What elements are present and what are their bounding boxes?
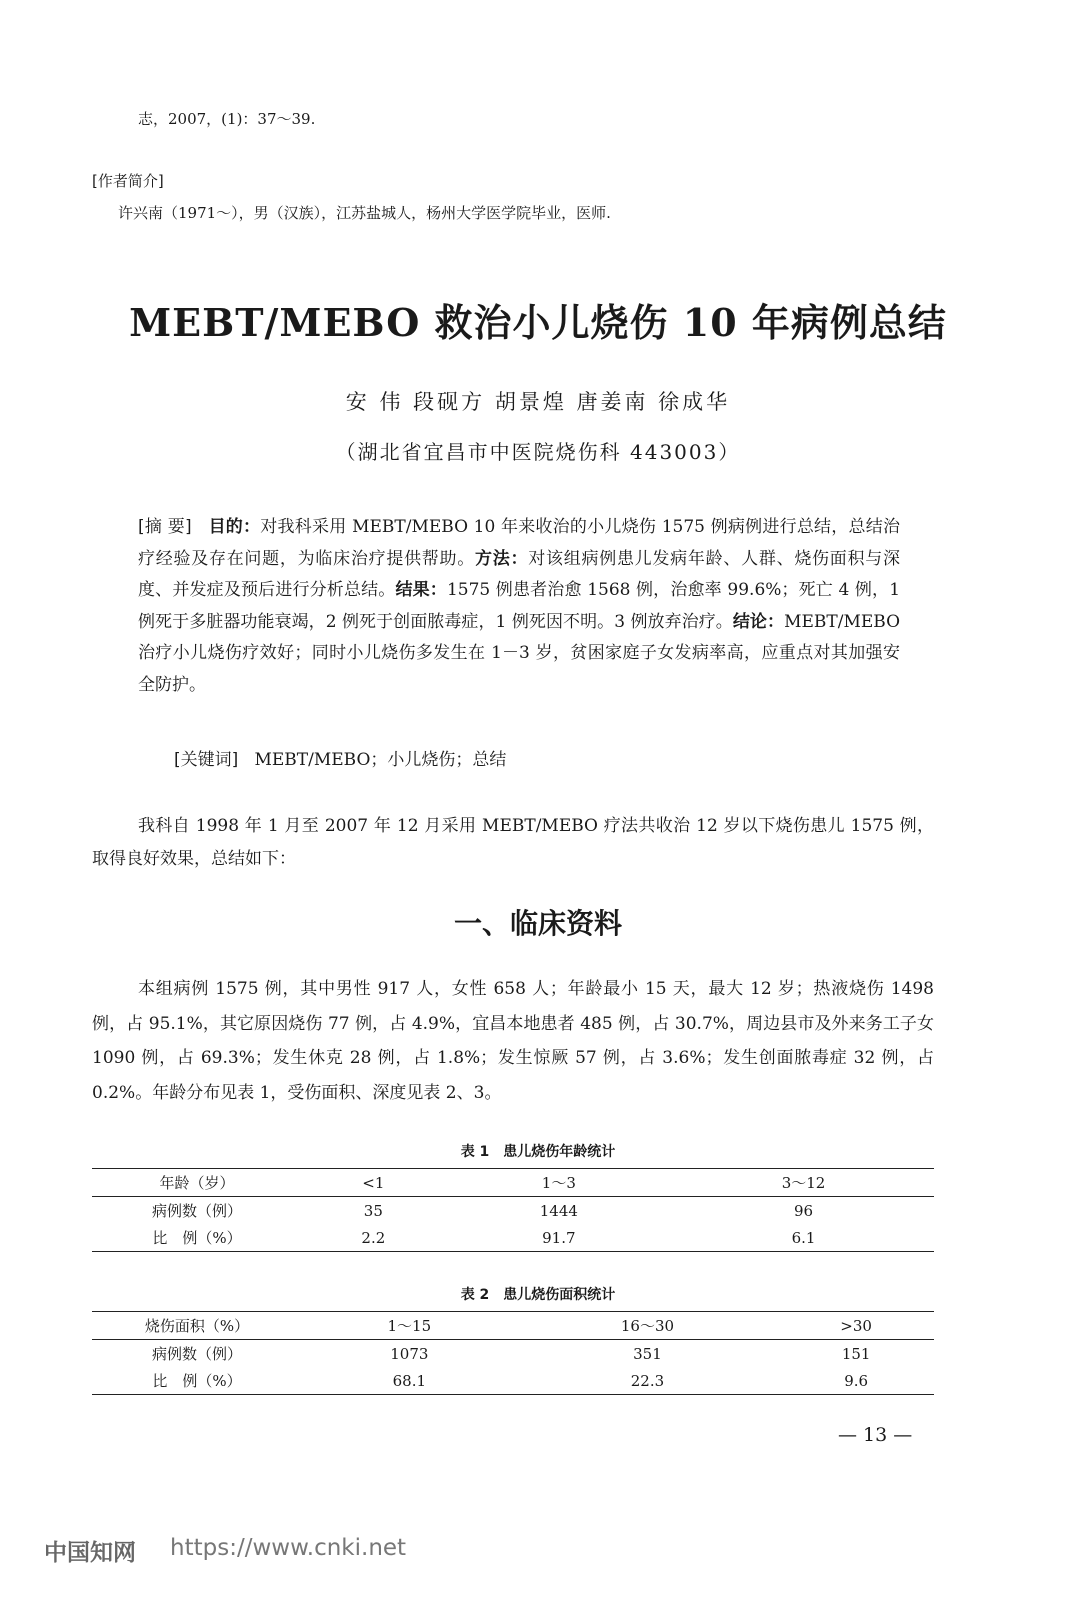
table2-caption: 表 2 患儿烧伤面积统计: [460, 1287, 616, 1303]
table-cell: 151: [841, 1344, 871, 1363]
table-header-cell: 1～15: [302, 1312, 517, 1340]
table-cell: 351: [633, 1344, 662, 1363]
table-header-cell: 3～12: [673, 1169, 934, 1197]
author-list: 安 伟 段砚方 胡景煌 唐姜南 徐成华: [345, 390, 731, 414]
clinical-data-paragraph: 本组病例 1575 例，其中男性 917 人，女性 658 人；年龄最小 15 天，最大 12 岁；热液烧伤 1498 例，占 95.1%，其它原因烧伤 77 例，占 4.9%，宜昌本地患者 485 例，占 30.7%，周边县市及外来务工子女 1090 例，占 69.3%；发生休克 28 例，占 1.8%；发生惊厥 57 例，占 3.6%；发生创面脓毒症 32 例，占 0.2%。年龄分布见表 1，受伤面积、深度见表 2、3。: [92, 979, 934, 1103]
table-header-row: [92, 1169, 934, 1197]
table-cell: 68.1: [302, 1367, 517, 1395]
table1-caption: 表 1 患儿烧伤年龄统计: [460, 1144, 616, 1160]
author-bio-text: 许兴南（1971～），男（汉族），江苏盐城人，杨州大学医学院毕业，医师.: [118, 204, 611, 222]
table-cell: 35: [363, 1201, 383, 1220]
keywords: [174, 745, 506, 770]
table-header-cell: 年龄（岁）: [92, 1169, 302, 1197]
table-cell: 91.7: [445, 1224, 673, 1252]
table-header-cell: 1～3: [445, 1169, 673, 1197]
section-heading: 一、临床资料: [453, 907, 622, 940]
table-cell: 病例数（例）: [151, 1202, 242, 1220]
table-row: [92, 1340, 934, 1368]
table-header-row: [92, 1312, 934, 1340]
table-header-cell: 烧伤面积（%）: [92, 1312, 302, 1340]
affiliation: （湖北省宜昌市中医院烧伤科 443003）: [335, 440, 741, 464]
keywords-tag: [关键词]: [174, 750, 239, 770]
table-header-cell: <1: [302, 1169, 445, 1197]
abstract-conclusion: MEBT/MEBO 治疗小儿烧伤疗效好；同时小儿烧伤多发生在 1－3 岁，贫困家庭子女发病率高，应重点对其加强安全防护。: [138, 611, 901, 695]
table-cell: 2.2: [302, 1224, 445, 1252]
table-cell: 1073: [390, 1344, 429, 1363]
article-title: MEBT/MEBO 救治小儿烧伤 10 年病例总结: [129, 300, 947, 345]
table-cell: 1444: [539, 1201, 578, 1220]
page-number: — 13 —: [838, 1424, 913, 1446]
author-bio-heading: [作者简介]: [92, 172, 164, 190]
abstract-result: 1575 例患者治愈 1568 例，治愈率 99.6%；死亡 4 例，1 例死于多脏器功能衰竭，2 例死于创面脓毒症，1 例死因不明。3 例放弃治疗。: [138, 580, 901, 632]
table2: [92, 1311, 934, 1395]
abstract-result-label: 结果：: [395, 580, 447, 600]
table-row: [92, 1197, 934, 1225]
table-cell: 9.6: [778, 1367, 934, 1395]
table-header-cell: >30: [778, 1312, 934, 1340]
table-cell: 比 例（%）: [92, 1224, 302, 1252]
reference-tail: 志，2007，(1)：37～39.: [138, 110, 316, 128]
table1: [92, 1168, 934, 1252]
abstract-purpose: 对我科采用 MEBT/MEBO 10 年来收治的小儿烧伤 1575 例病例进行总结，总结治疗经验及存在问题，为临床治疗提供帮助。: [138, 517, 901, 569]
table-cell: 比 例（%）: [92, 1367, 302, 1395]
table-row: [92, 1224, 934, 1252]
table-cell: 病例数（例）: [151, 1345, 242, 1363]
table-header-cell: 16～30: [517, 1312, 779, 1340]
abstract-method: 对该组病例患儿发病年龄、人群、烧伤面积与深度、并发症及预后进行分析总结。: [138, 548, 901, 600]
cnki-watermark-brand: 中国知网: [44, 1540, 136, 1566]
abstract-conclusion-label: 结论：: [732, 611, 785, 632]
table-cell: 22.3: [517, 1367, 779, 1395]
abstract-tag: [摘 要]: [138, 517, 192, 537]
table-cell: 96: [793, 1201, 814, 1220]
intro-paragraph: 我科自 1998 年 1 月至 2007 年 12 月采用 MEBT/MEBO 疗法共收治 12 岁以下烧伤患儿 1575 例，取得良好效果，总结如下：: [92, 816, 934, 869]
table-row: [92, 1367, 934, 1395]
table-cell: 6.1: [673, 1224, 934, 1252]
abstract-method-label: 方法：: [475, 548, 529, 569]
keywords-text: MEBT/MEBO；小儿烧伤；总结: [254, 750, 507, 770]
abstract: [138, 512, 900, 701]
cnki-watermark-url: https://www.cnki.net: [170, 1535, 407, 1561]
abstract-purpose-label: 目的：: [208, 517, 261, 537]
